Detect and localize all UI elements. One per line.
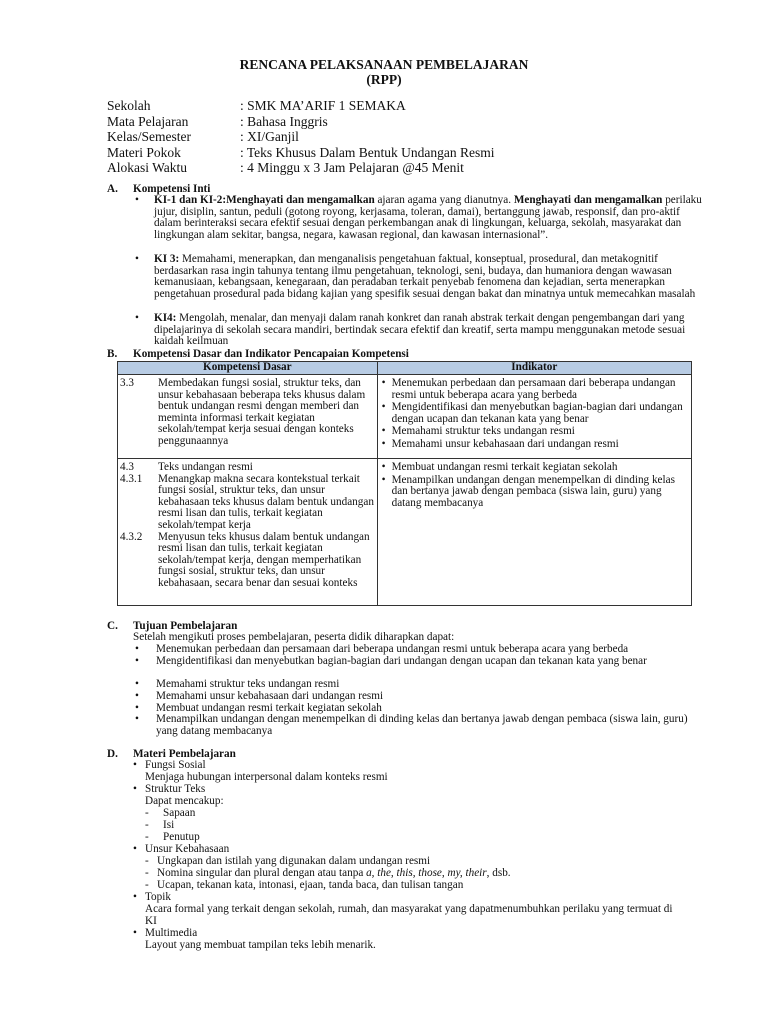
list-item: Menemukan perbedaan dan persamaan dari beberapa undangan resmi untuk beberapa acara yang berbeda (156, 643, 629, 655)
identity-key: Sekolah (107, 98, 151, 113)
fungsi-text: Menjaga hubungan interpersonal dalam konteks resmi (145, 771, 388, 783)
table-row (118, 375, 692, 459)
dash-icon: - (145, 807, 149, 819)
bullet-icon: • (135, 678, 139, 690)
kd-item: 4.3.2 Menyusun teks khusus dalam bentuk undangan resmi lisan dan tulis, terkait kegiatan sekolah/tempat kerja, dengan memperhatikan fungsi sosial, struktur teks, dan unsur kebahasaan, secara benar dan sesuai konteks (120, 530, 370, 589)
identity-value: : XI/Ganjil (240, 129, 299, 144)
identity-key: Kelas/Semester (107, 129, 191, 144)
fungsi-label: Fungsi Sosial (145, 759, 206, 771)
list-item: Isi (163, 819, 175, 831)
bullet-icon: • (135, 702, 139, 714)
identity-row (107, 160, 495, 176)
bullet-icon: • (135, 312, 139, 324)
section-c-heading: C. Tujuan Pembelajaran (107, 620, 238, 632)
bullet-icon: • (135, 655, 139, 667)
list-item: • Mengidentifikasi dan menyebutkan bagian-bagian dari undangan dengan ucapan dan tekanan kata yang benar (378, 402, 691, 425)
list-item: • Menemukan perbedaan dan persamaan dari beberapa undangan resmi untuk beberapa acara yang berbeda (378, 378, 691, 401)
kd-item: 3.3 Membedakan fungsi sosial, struktur teks, dan unsur kebahasaan beberapa teks khusus dalam bentuk undangan resmi dengan memberi dan meminta informasi terkait kegiatan sekolah/tempat kerja sesuai dengan konteks penggunaannya (120, 377, 366, 447)
list-item: Membuat undangan resmi terkait kegiatan sekolah (156, 702, 382, 714)
indicator-cell (377, 459, 691, 606)
bullet-icon: • (133, 759, 137, 771)
list-item: • Memahami struktur teks undangan resmi (378, 426, 691, 438)
bullet-icon: • (135, 253, 139, 265)
identity-row (107, 98, 495, 114)
identity-value: : Teks Khusus Dalam Bentuk Undangan Resmi (240, 144, 495, 160)
identity-value: : 4 Minggu x 3 Jam Pelajaran @45 Menit (240, 160, 464, 175)
list-item: Nomina singular dan plural dengan atau tanpa a, the, this, those, my, their, dsb. (157, 867, 511, 879)
list-item: Memahami unsur kebahasaan dari undangan resmi (156, 690, 384, 702)
kd-cell (118, 375, 378, 459)
identity-row (107, 114, 495, 130)
identity-block (107, 98, 495, 176)
bullet-icon: • (133, 927, 137, 939)
identity-row (107, 145, 495, 161)
indicator-cell (377, 375, 691, 459)
multimedia-label: Multimedia (145, 927, 198, 939)
list-item: Ungkapan dan istilah yang digunakan dalam undangan resmi (157, 855, 431, 867)
identity-key: Materi Pokok (107, 144, 181, 160)
ki4-paragraph: KI4: Mengolah, menalar, dan menyaji dalam ranah konkret dan ranah abstrak terkait dengan pengembangan dari yang dipelajarinya di sekolah secara mandiri, bertindak secara efektif dan kreatif, serta mampu menggunakan metode sesuai kaidah keilmuan (154, 312, 686, 348)
identity-value: : SMK MA’ARIF 1 SEMAKA (240, 98, 406, 113)
bullet-icon: • (133, 783, 137, 795)
section-c-intro: Setelah mengikuti proses pembelajaran, peserta didik diharapkan dapat: (133, 631, 455, 643)
list-item: Penutup (163, 831, 200, 843)
doc-subtitle: (RPP) (366, 72, 402, 87)
dash-icon: - (145, 819, 149, 831)
list-item: Menampilkan undangan dengan menempelkan di dinding kelas dan bertanya jawab dengan pembaca (siswa lain, guru) yang datang membacanya (156, 713, 688, 737)
indicator-column-header: Indikator (377, 362, 691, 375)
list-item: Ucapan, tekanan kata, intonasi, ejaan, tanda baca, dan tulisan tangan (157, 879, 464, 891)
topik-text: Acara formal yang terkait dengan sekolah, rumah, dan masyarakat yang dapatmenumbuhkan perilaku yang termuat di KI (145, 903, 673, 927)
kd-cell (118, 459, 378, 606)
list-item: Memahami struktur teks undangan resmi (156, 678, 340, 690)
struktur-intro: Dapat mencakup: (145, 795, 224, 807)
topik-label: Topik (145, 891, 171, 903)
dash-icon: - (145, 855, 149, 867)
bullet-icon: • (135, 643, 139, 655)
struktur-label: Struktur Teks (145, 783, 206, 795)
bullet-icon: • (135, 690, 139, 702)
identity-key: Mata Pelajaran (107, 113, 189, 129)
doc-title: RENCANA PELAKSANAAN PEMBELAJARAN (239, 57, 529, 72)
dash-icon: - (145, 867, 149, 879)
list-item: Mengidentifikasi dan menyebutkan bagian-bagian dari undangan dengan ucapan dan tekanan kata yang benar (156, 655, 647, 667)
list-item: • Memahami unsur kebahasaan dari undangan resmi (378, 439, 691, 451)
kd-column-header: Kompetensi Dasar (118, 362, 378, 375)
identity-value: : Bahasa Inggris (240, 113, 328, 129)
ki1-paragraph: KI-1 dan KI-2:Menghayati dan mengamalkan ajaran agama yang dianutnya. Menghayati dan mengamalkan perilaku jujur, disiplin, santun, peduli (gotong royong, kerjasama, toleran, damai), bertanggung jawab, responsif, dan pro-aktif dalam berinteraksi secara efektif sesuai dengan perkembangan anak di lingkungan, keluarga, sekolah, masyarakat dan lingkungan alam sekitar, bangsa, negara, kawasan regional, dan kawasan internasional”. (154, 194, 702, 241)
list-item: Sapaan (163, 807, 196, 819)
bullet-icon: • (135, 194, 139, 206)
bullet-icon: • (135, 713, 139, 725)
bullet-icon: • (133, 843, 137, 855)
kd-indicator-table (117, 361, 692, 606)
list-item: • Membuat undangan resmi terkait kegiatan sekolah (378, 462, 691, 474)
kd-item: 4.3.1 Menangkap makna secara kontekstual terkait fungsi sosial, struktur teks, dan unsur kebahasaan teks khusus dalam bentuk undangan resmi lisan dan tulis, terkait kegiatan sekolah/tempat kerja (120, 472, 374, 531)
bullet-icon: • (133, 891, 137, 903)
kd-item: 4.3 Teks undangan resmi (120, 461, 253, 473)
dash-icon: - (145, 831, 149, 843)
section-b-heading: B. Kompetensi Dasar dan Indikator Pencapaian Kompetensi (107, 348, 409, 360)
table-row (118, 459, 692, 606)
multimedia-text: Layout yang membuat tampilan teks lebih menarik. (145, 939, 376, 951)
ki3-paragraph: KI 3: Memahami, menerapkan, dan menganalisis pengetahuan faktual, konseptual, prosedural, dan metakognitif berdasarkan rasa ingin tahunya tentang ilmu pengetahuan, teknologi, seni, budaya, dan humaniora dengan wawasan kemanusiaan, kebangsaan, kenegaraan, dan peradaban terkait penyebab fenomena dan kejadian, serta menerapkan pengetahuan prosedural pada bidang kajian yang spesifik sesuai dengan bakat dan minatnya untuk memecahkan masalah (154, 253, 696, 300)
section-a-heading: A. Kompetensi Inti (107, 183, 211, 195)
dash-icon: - (145, 879, 149, 891)
identity-row (107, 129, 495, 145)
unsur-label: Unsur Kebahasaan (145, 843, 230, 855)
identity-key: Alokasi Waktu (107, 160, 188, 175)
section-d-heading: D. Materi Pembelajaran (107, 748, 236, 760)
list-item: • Menampilkan undangan dengan menempelkan di dinding kelas dan bertanya jawab dengan pembaca (siswa lain, guru) yang datang membacanya (378, 475, 691, 510)
